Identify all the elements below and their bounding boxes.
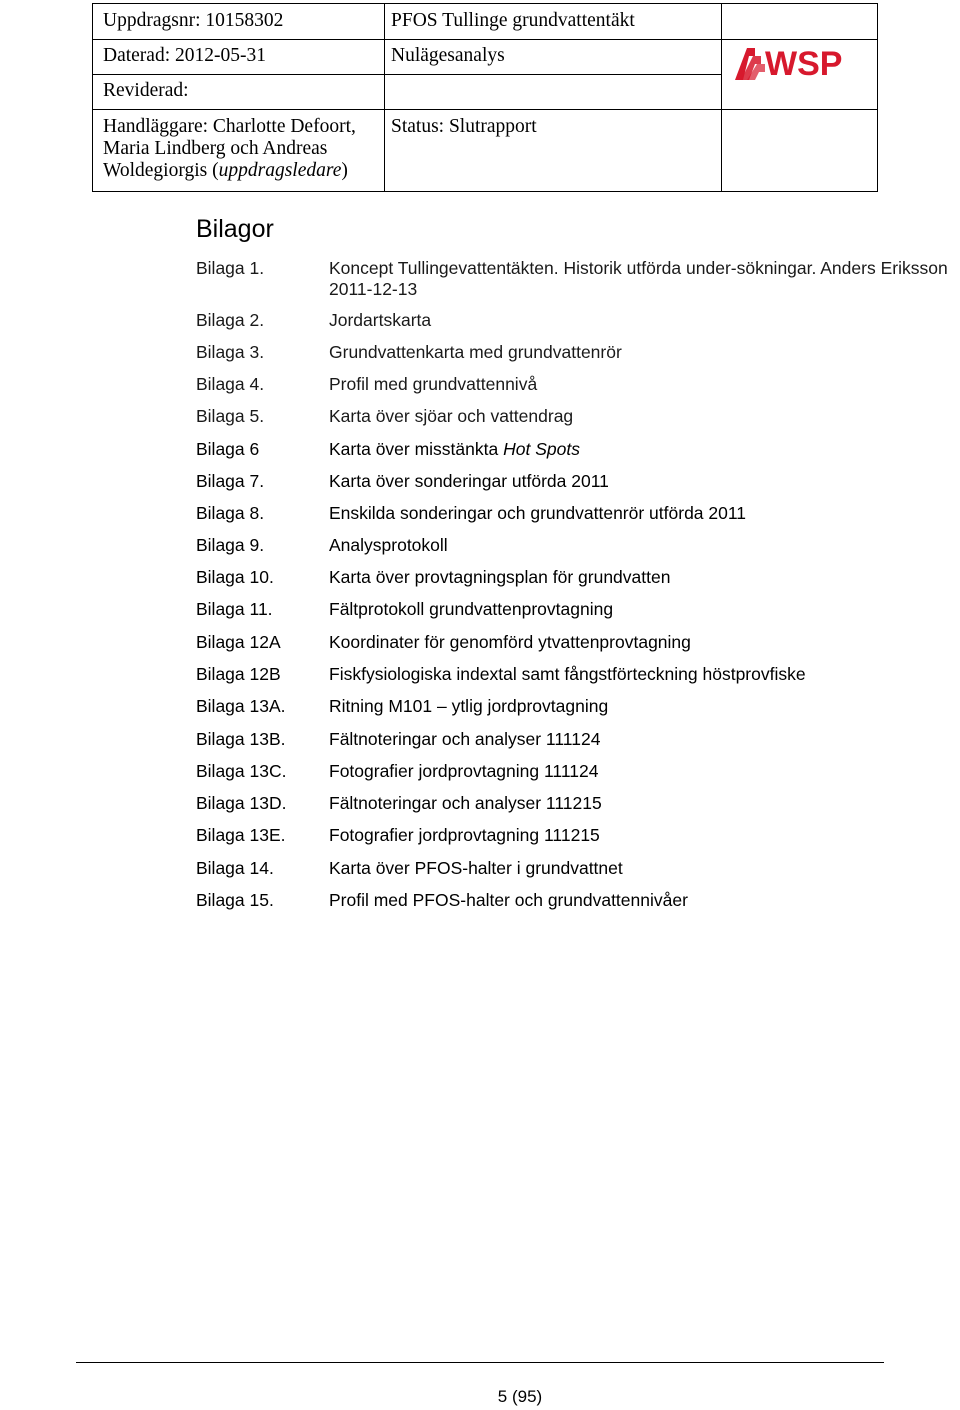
appendix-label: Bilaga 8. — [196, 503, 265, 523]
appendix-label: Bilaga 13B. — [196, 729, 286, 749]
page-number: 5 (95) — [497, 1387, 543, 1406]
appendix-label: Bilaga 13D. — [196, 793, 287, 813]
status: Status: Slutrapport — [391, 116, 537, 137]
dated: Daterad: 2012-05-31 — [103, 45, 266, 66]
appendix-text: Ritning M101 – ytlig jordprovtagning — [329, 696, 609, 716]
appendix-label: Bilaga 4. — [196, 374, 265, 394]
appendix-label: Bilaga 13C. — [196, 761, 287, 781]
svg-text:WSP: WSP — [765, 45, 843, 83]
appendix-text: Karta över PFOS-halter i grundvattnet — [329, 858, 623, 878]
appendix-text: Enskilda sonderingar och grundvattenrör utförda 2011 — [329, 503, 747, 523]
handlers: Handläggare: Charlotte Defoort, Maria Lindberg och Andreas Woldegiorgis (uppdragsledare) — [103, 116, 356, 181]
appendix-text: Koordinater för genomförd ytvattenprovtagning — [329, 632, 691, 652]
appendix-text: Koncept Tullingevattentäkten. Historik utförda under-sökningar. Anders Eriksson 2011-12-13 — [329, 258, 948, 299]
appendix-label: Bilaga 6 — [196, 439, 260, 459]
appendix-text: Fiskfysiologiska indextal samt fångstförteckning höstprovfiske — [329, 664, 806, 684]
appendix-label: Bilaga 1. — [196, 258, 265, 278]
appendix-label: Bilaga 10. — [196, 567, 274, 587]
appendix-label: Bilaga 15. — [196, 890, 274, 910]
project-title: PFOS Tullinge grundvattentäkt — [391, 10, 635, 31]
report-type: Nulägesanalys — [391, 45, 505, 66]
appendix-text: Profil med PFOS-halter och grundvattennivåer — [329, 890, 688, 910]
appendix-label: Bilaga 9. — [196, 535, 265, 555]
footer-divider — [76, 1362, 884, 1363]
wsp-logo — [733, 42, 863, 84]
appendix-label: Bilaga 13E. — [196, 825, 286, 845]
document-header-table — [92, 3, 878, 192]
appendix-label: Bilaga 2. — [196, 310, 265, 330]
appendix-label: Bilaga 12A — [196, 632, 281, 652]
appendix-text: Fotografier jordprovtagning 111215 — [329, 825, 600, 845]
section-title: Bilagor — [196, 215, 274, 243]
appendix-label: Bilaga 12B — [196, 664, 281, 684]
appendix-label: Bilaga 11. — [196, 599, 273, 619]
appendix-text: Fotografier jordprovtagning 111124 — [329, 761, 599, 781]
appendix-text: Grundvattenkarta med grundvattenrör — [329, 342, 622, 362]
appendix-label: Bilaga 13A. — [196, 696, 286, 716]
appendix-text: Karta över sonderingar utförda 2011 — [329, 471, 609, 491]
appendix-text: Fältnoteringar och analyser 111215 — [329, 793, 602, 813]
assignment-number: Uppdragsnr: 10158302 — [103, 10, 284, 31]
appendix-text: Karta över sjöar och vattendrag — [329, 406, 574, 426]
appendix-text: Fältnoteringar och analyser 111124 — [329, 729, 601, 749]
appendix-text: Analysprotokoll — [329, 535, 448, 555]
appendix-text: Karta över misstänkta Hot Spots — [329, 439, 580, 459]
appendix-text: Karta över provtagningsplan för grundvatten — [329, 567, 671, 587]
appendix-text: Jordartskarta — [329, 310, 432, 330]
appendix-label: Bilaga 14. — [196, 858, 274, 878]
appendix-label: Bilaga 5. — [196, 406, 265, 426]
appendix-text: Profil med grundvattennivå — [329, 374, 538, 394]
appendix-label: Bilaga 7. — [196, 471, 265, 491]
revised: Reviderad: — [103, 80, 189, 101]
appendix-label: Bilaga 3. — [196, 342, 265, 362]
appendix-text: Fältprotokoll grundvattenprovtagning — [329, 599, 614, 619]
